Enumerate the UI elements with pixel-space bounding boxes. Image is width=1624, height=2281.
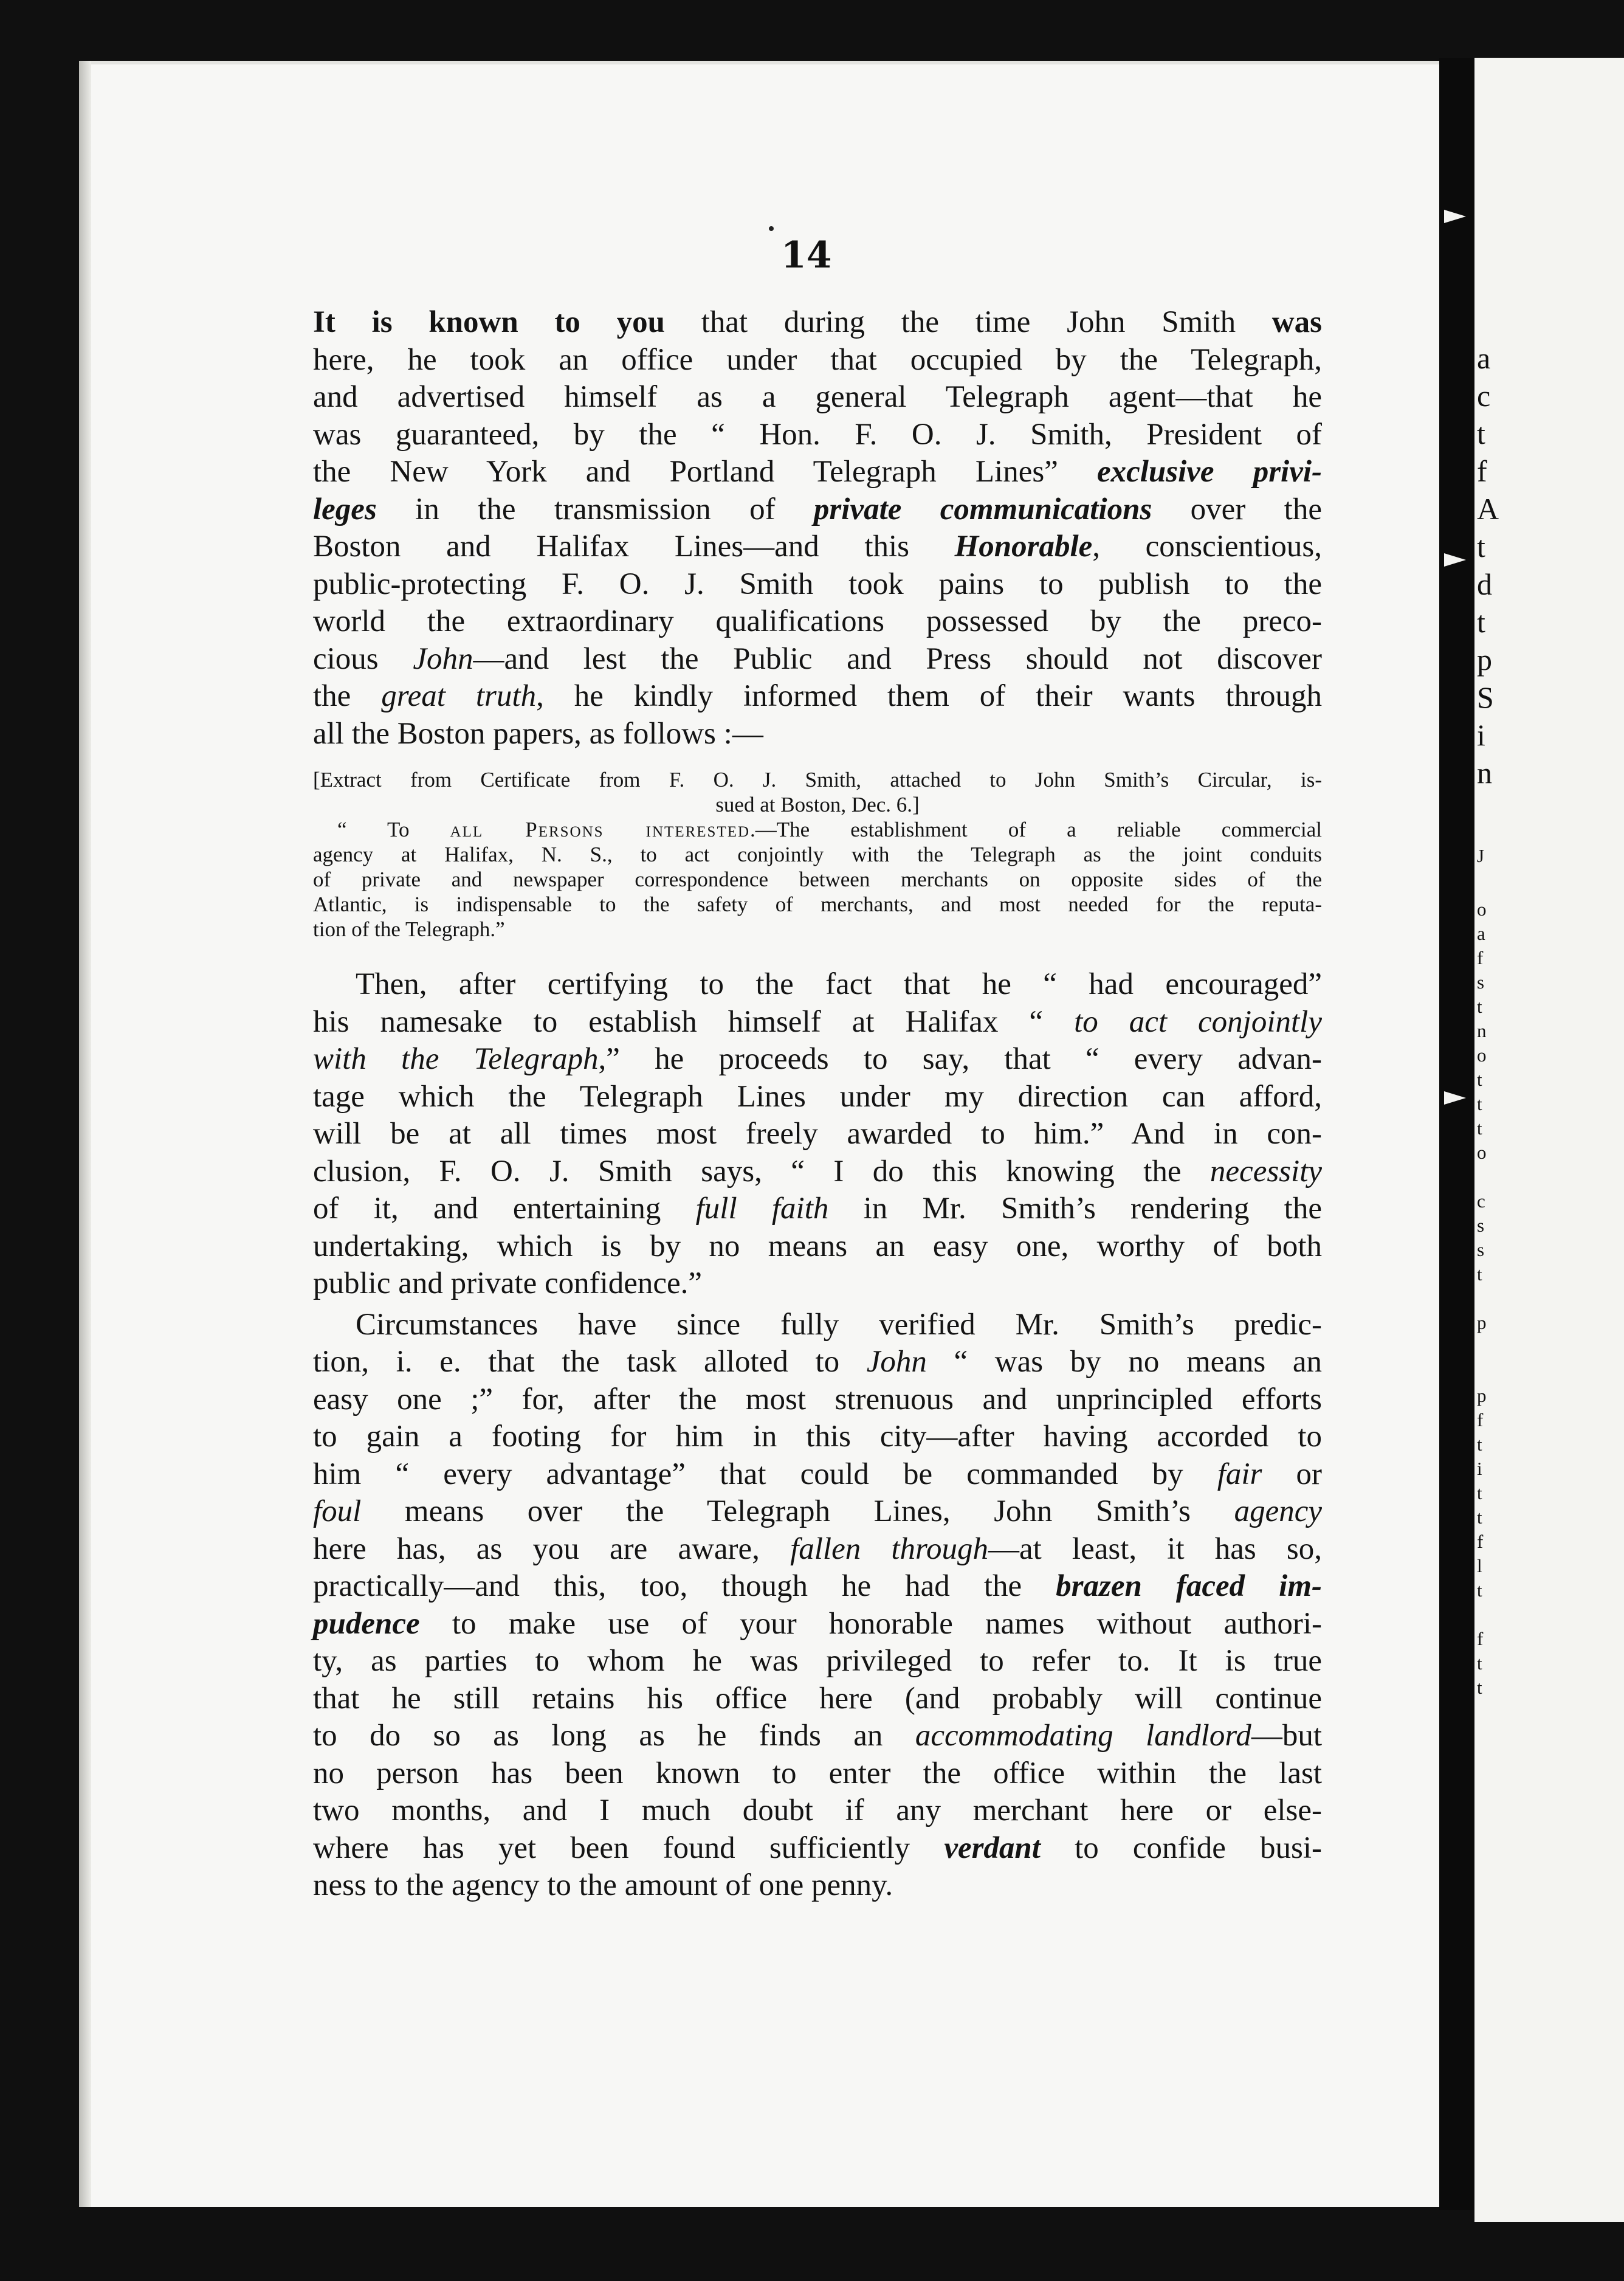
emphasis: brazen faced im- xyxy=(1056,1569,1322,1603)
text-run: that during the time John Smith xyxy=(664,305,1272,339)
text-line: to gain a footing for him in this city—after having accorded to xyxy=(313,1420,1322,1454)
text-run: to make use of your honorable names without authori- xyxy=(419,1606,1322,1641)
text-line: Circumstances have since fully verified Mr. Smith’s predic- xyxy=(356,1307,1322,1342)
text-run: where has yet been found sufficiently xyxy=(313,1831,944,1865)
text-line xyxy=(313,1153,1322,1191)
text-line xyxy=(313,304,1322,342)
fragment-text: o xyxy=(1477,899,1487,920)
fragment-text: c xyxy=(1477,1190,1485,1212)
fragment-text: t xyxy=(1477,530,1485,564)
text-run: .—The establishment of a reliable commercial xyxy=(750,818,1322,841)
fragment-text: o xyxy=(1477,1142,1487,1163)
fragment-text: S xyxy=(1477,680,1494,714)
page-number: 14 xyxy=(781,234,832,277)
fragment-text: A xyxy=(1477,492,1499,526)
fragment-text: t xyxy=(1477,1069,1482,1090)
text-line xyxy=(313,1606,1322,1643)
caption-line: agency at Halifax, N. S., to act conjointly with the Telegraph as the joint conduits xyxy=(313,843,1322,866)
emphasis: with the Telegraph xyxy=(313,1042,599,1076)
caption-line: of private and newspaper correspondence between merchants on opposite sides of the xyxy=(313,868,1322,891)
bold-text: It is known to you xyxy=(313,305,665,339)
text-run: clusion, F. O. J. Smith says, “ I do this knowing the xyxy=(313,1154,1210,1189)
fragment-text: i xyxy=(1477,718,1485,752)
ink-speck xyxy=(769,226,774,231)
small-caps-text: all Persons interested xyxy=(450,818,751,841)
emphasis: accommodating landlord xyxy=(915,1719,1251,1753)
emphasis: John xyxy=(866,1345,927,1379)
text-run: his namesake to establish himself at Halifax “ xyxy=(313,1004,1075,1039)
text-run: the xyxy=(313,679,382,713)
text-line xyxy=(313,1568,1322,1606)
fragment-text: i xyxy=(1477,1458,1482,1479)
text-line xyxy=(313,528,1322,566)
text-line xyxy=(313,1041,1322,1078)
text-run: to confide busi- xyxy=(1040,1831,1322,1865)
text-line xyxy=(313,678,1322,716)
emphasis: Honorable xyxy=(954,530,1093,564)
emphasis: fair xyxy=(1217,1457,1262,1491)
fragment-text: n xyxy=(1477,1020,1487,1041)
bold-text: was xyxy=(1271,305,1322,339)
page-edge xyxy=(79,61,91,2207)
fragment-text: l xyxy=(1477,1555,1482,1576)
fragment-text: f xyxy=(1477,1531,1484,1552)
text-line: easy one ;” for, after the most strenuous and unprincipled efforts xyxy=(313,1382,1322,1417)
book-gutter xyxy=(1439,58,1474,2210)
text-line: world the extraordinary qualifications possessed by the preco- xyxy=(313,604,1322,638)
text-line: public and private confidence.” xyxy=(313,1266,703,1300)
fragment-text: f xyxy=(1477,947,1484,968)
text-run: practically—and this, too, though he had the xyxy=(313,1569,1056,1603)
fragment-text: t xyxy=(1477,996,1482,1017)
emphasis: pudence xyxy=(313,1606,420,1641)
text-run: him “ every advantage” that could be commanded by xyxy=(313,1457,1217,1491)
emphasis: full faith xyxy=(695,1192,829,1226)
text-line xyxy=(313,1344,1322,1381)
text-line: will be at all times most freely awarded to him.” And in con- xyxy=(313,1117,1322,1151)
fragment-text: t xyxy=(1477,416,1485,450)
text-line xyxy=(313,454,1322,491)
fragment-text: s xyxy=(1477,1215,1485,1236)
text-run: ,” he proceeds to say, that “ every advan- xyxy=(598,1042,1322,1076)
page-body xyxy=(313,304,1322,1905)
caption-line: [Extract from Certificate from F. O. J. Smith, attached to John Smith’s Circular, is- xyxy=(313,768,1322,792)
text-run: cious xyxy=(313,641,413,676)
emphasis: private communications xyxy=(813,492,1152,526)
text-line: public-protecting F. O. J. Smith took pains to publish to the xyxy=(313,567,1322,601)
text-line: all the Boston papers, as follows :— xyxy=(313,716,763,751)
text-run: , he kindly informed them of their wants through xyxy=(536,679,1322,713)
paragraph-3 xyxy=(313,1306,1322,1905)
fragment-text: t xyxy=(1477,1117,1482,1139)
text-run: “ was by no means an xyxy=(926,1345,1322,1379)
text-line xyxy=(313,1004,1322,1041)
emphasis: to act conjointly xyxy=(1074,1004,1322,1039)
emphasis: agency xyxy=(1234,1494,1322,1528)
fragment-text: p xyxy=(1477,643,1492,677)
text-line xyxy=(313,1830,1322,1868)
text-run: —but xyxy=(1251,1719,1322,1753)
text-run: means over the Telegraph Lines, John Smith’s xyxy=(361,1494,1234,1528)
text-line: and advertised himself as a general Telegraph agent—that he xyxy=(313,380,1322,414)
fragment-text: d xyxy=(1477,567,1492,601)
text-line: that he still retains his office here (and probably will continue xyxy=(313,1681,1322,1716)
text-run: to do so as long as he finds an xyxy=(313,1719,915,1753)
gutter-mark xyxy=(1444,1091,1466,1105)
fragment-text: t xyxy=(1477,1434,1482,1455)
fragment-text: t xyxy=(1477,1263,1482,1285)
text-line: Then, after certifying to the fact that he “ had encouraged” xyxy=(356,967,1322,1001)
text-run: —and lest the Public and Press should not discover xyxy=(473,641,1322,676)
text-line: undertaking, which is by no means an easy one, worthy of both xyxy=(313,1229,1322,1263)
text-run: Boston and Halifax Lines—and this xyxy=(313,530,955,564)
fragment-text: t xyxy=(1477,605,1485,639)
emphasis: foul xyxy=(313,1494,362,1528)
text-line: was guaranteed, by the “ Hon. F. O. J. Smith, President of xyxy=(313,417,1322,452)
text-run: or xyxy=(1262,1457,1322,1491)
fragment-text: p xyxy=(1477,1385,1487,1406)
paragraph-1 xyxy=(313,304,1322,753)
text-run: tion, i. e. that the task alloted to xyxy=(313,1345,867,1379)
fragment-text: t xyxy=(1477,1579,1482,1601)
emphasis: great truth xyxy=(381,679,537,713)
text-line xyxy=(313,1456,1322,1494)
text-line xyxy=(313,1717,1322,1755)
text-run: in Mr. Smith’s rendering the xyxy=(828,1192,1322,1226)
text-run: here has, as you are aware, xyxy=(313,1531,791,1566)
fragment-text: n xyxy=(1477,756,1492,790)
fragment-text: c xyxy=(1477,379,1491,413)
text-line xyxy=(313,491,1322,529)
text-line: ty, as parties to whom he was privileged to refer to. It is true xyxy=(313,1644,1322,1678)
text-run: in the transmission of xyxy=(376,492,814,526)
text-line: tage which the Telegraph Lines under my direction can afford, xyxy=(313,1079,1322,1114)
text-run: the New York and Portland Telegraph Lines” xyxy=(313,455,1097,489)
fragment-text: t xyxy=(1477,1652,1482,1674)
gutter-mark xyxy=(1444,553,1466,567)
text-line xyxy=(313,1493,1322,1531)
emphasis: fallen through xyxy=(790,1531,988,1566)
gutter-mark xyxy=(1444,210,1466,223)
fragment-text: t xyxy=(1477,1506,1482,1528)
fragment-text: a xyxy=(1477,923,1485,944)
fragment-text: f xyxy=(1477,454,1487,488)
fragment-text: s xyxy=(1477,971,1485,993)
fragment-text: t xyxy=(1477,1093,1482,1114)
extract-block xyxy=(313,767,1322,942)
fragment-text: a xyxy=(1477,341,1491,375)
next-page-fragment xyxy=(1474,58,1624,2222)
text-line xyxy=(313,641,1322,678)
text-run: over the xyxy=(1152,492,1322,526)
caption-line xyxy=(313,817,1322,842)
paragraph-2 xyxy=(313,966,1322,1303)
emphasis: verdant xyxy=(944,1831,1041,1865)
spacer xyxy=(313,942,1322,966)
text-line xyxy=(313,1190,1322,1228)
text-run: —at least, it has so, xyxy=(988,1531,1322,1566)
emphasis: leges xyxy=(313,492,377,526)
fragment-text: J xyxy=(1477,845,1485,866)
caption-line: sued at Boston, Dec. 6.] xyxy=(715,793,920,816)
text-line: ness to the agency to the amount of one penny. xyxy=(313,1868,893,1902)
text-line: no person has been known to enter the office within the last xyxy=(313,1756,1322,1790)
text-run: of it, and entertaining xyxy=(313,1192,696,1226)
fragment-text: f xyxy=(1477,1628,1484,1649)
fragment-text: f xyxy=(1477,1409,1484,1430)
caption-line: tion of the Telegraph.” xyxy=(313,917,505,941)
fragment-text: p xyxy=(1477,1312,1487,1333)
text-line: two months, and I much doubt if any merchant here or else- xyxy=(313,1793,1322,1827)
text-line xyxy=(313,1531,1322,1568)
emphasis: exclusive privi- xyxy=(1096,455,1322,489)
fragment-text: t xyxy=(1477,1482,1482,1503)
emphasis: necessity xyxy=(1209,1154,1322,1189)
text-run: , conscientious, xyxy=(1092,530,1322,564)
caption-line: Atlantic, is indispensable to the safety of merchants, and most needed for the reputa- xyxy=(313,892,1322,916)
text-run: “ To xyxy=(337,818,450,841)
fragment-text: t xyxy=(1477,1677,1482,1698)
text-line: here, he took an office under that occupied by the Telegraph, xyxy=(313,342,1322,377)
fragment-text: o xyxy=(1477,1044,1487,1066)
emphasis: John xyxy=(413,641,473,676)
fragment-text: s xyxy=(1477,1239,1485,1260)
